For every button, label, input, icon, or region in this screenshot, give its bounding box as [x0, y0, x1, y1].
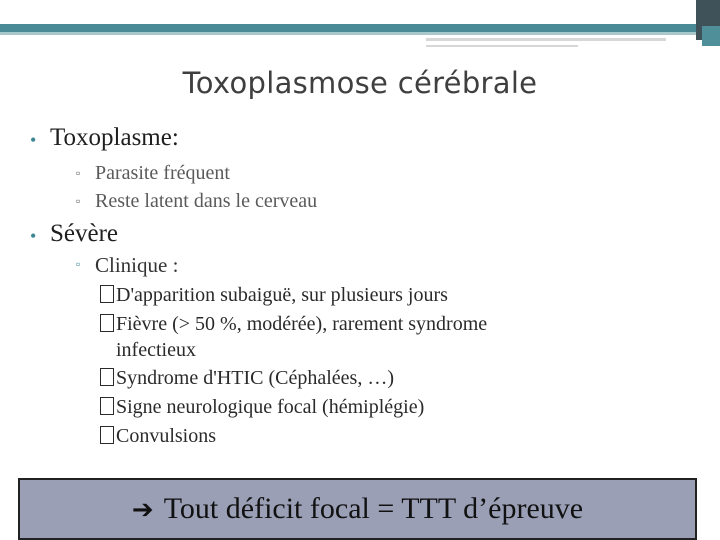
- square-bullet-icon: ▫: [76, 194, 81, 208]
- detail-item: Signe neurologique focal (hémiplégie): [100, 396, 424, 419]
- section-heading: Toxoplasme:: [50, 124, 179, 151]
- missing-glyph-icon: [100, 397, 114, 415]
- bullet-severe: [30, 220, 119, 248]
- top-bar-accent: [0, 24, 700, 32]
- detail-item: Fièvre (> 50 %, modérée), rarement syndrome: [100, 313, 487, 336]
- conclusion-box: [18, 478, 697, 540]
- bullet-dot-icon: •: [30, 130, 37, 150]
- conclusion-line: [20, 492, 695, 526]
- sub-bullet-text: Reste latent dans le cerveau: [95, 190, 318, 212]
- detail-item-continuation: infectieux: [116, 339, 196, 361]
- decor-line: [426, 45, 578, 47]
- sub-bullet-text: Clinique :: [95, 253, 179, 277]
- missing-glyph-icon: [100, 426, 114, 444]
- section-heading: Sévère: [50, 220, 119, 247]
- top-bar-accent-light: [0, 32, 700, 35]
- corner-block-accent: [702, 26, 720, 46]
- sub-bullet-text: Parasite fréquent: [95, 162, 230, 184]
- bullet-toxoplasme: [30, 124, 179, 152]
- missing-glyph-icon: [100, 314, 114, 332]
- square-bullet-icon: ▫: [76, 257, 81, 271]
- detail-item: D'apparition subaiguë, sur plusieurs jours: [100, 284, 448, 307]
- decor-line: [426, 38, 666, 41]
- missing-glyph-icon: [100, 285, 114, 303]
- bullet-dot-icon: •: [30, 226, 37, 246]
- slide-title: Toxoplasmose cérébrale: [182, 66, 538, 100]
- arrow-right-icon: ➔: [131, 495, 154, 525]
- top-bar: [0, 0, 720, 22]
- square-bullet-icon: ▫: [76, 166, 81, 180]
- missing-glyph-icon: [100, 368, 114, 386]
- detail-item: Syndrome d'HTIC (Céphalées, …): [100, 367, 394, 390]
- detail-item: Convulsions: [100, 425, 216, 448]
- conclusion-text: Tout déficit focal = TTT d’épreuve: [163, 492, 584, 525]
